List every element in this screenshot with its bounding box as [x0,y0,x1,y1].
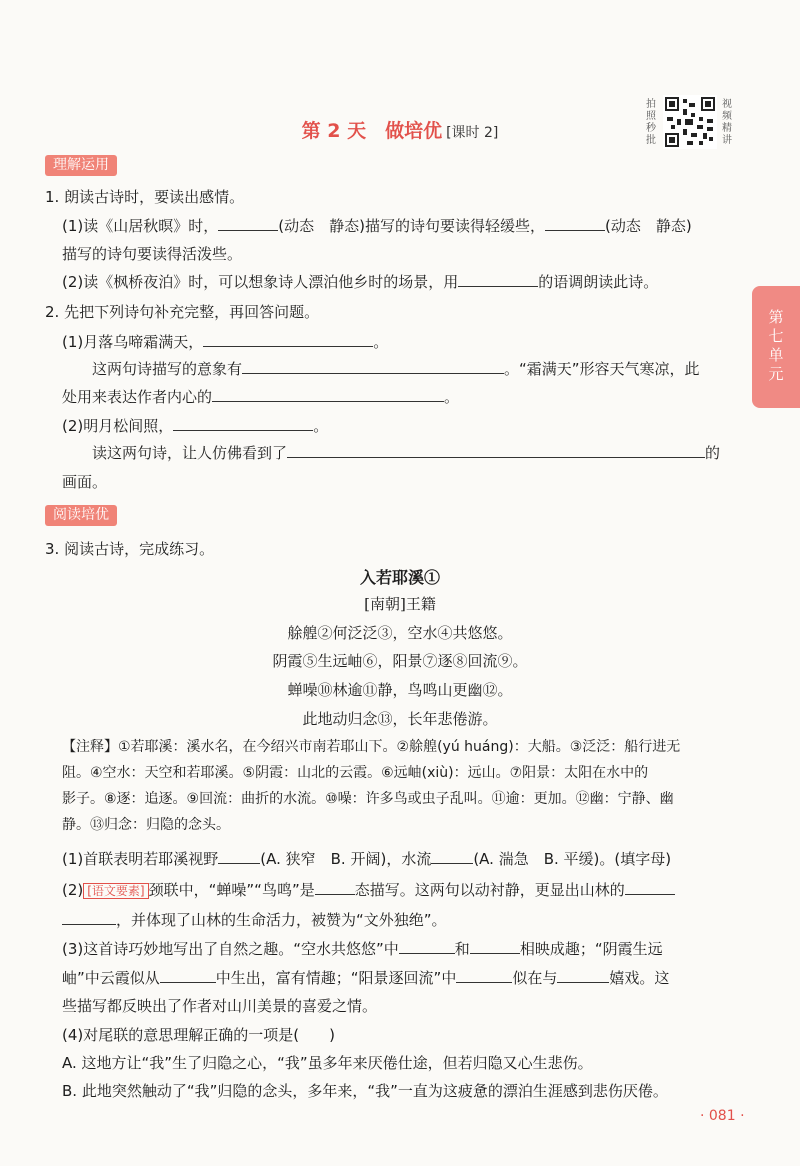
q2-p1q-text-b: 。“霜满天”形容天气寒凉，此 [504,360,700,378]
annotation-line: 【注释】①若耶溪：溪水名，在今绍兴市南若耶山下。②艅艎(yú huáng)：大船。③泛泛：船行进无 [62,739,681,755]
q2-p1q-text-c: 处用来表达作者内心的 [62,388,213,406]
answer-blank[interactable] [458,271,538,287]
q1-p1-text-b: (动态 静态)描写的诗句要读得轻缓些， [278,217,545,235]
q3-s3-text-e: 中生出，富有情趣；“阳景逐回流”中 [215,969,457,987]
option-b[interactable]: B. 此地突然触动了“我”归隐的念头，多年来，“我”一直为这疲惫的漂泊生涯感到悲伤厌倦。 [62,1082,668,1100]
answer-blank[interactable] [470,938,520,954]
q3-sub2 [62,879,675,901]
q2-p2-text: (2)明月松间照， [62,417,174,435]
section-tag-reading: 阅读培优 [45,504,117,524]
answer-blank[interactable] [545,215,605,231]
qr-right-caption: 视频精讲 [722,99,732,146]
q1-p1-text-c: (动态 静态) [604,217,692,235]
answer-blank[interactable] [456,967,512,983]
section-tag-understand: 理解运用 [45,154,117,174]
answer-blank[interactable] [242,358,504,374]
q3-sub3-line2 [62,967,669,988]
poem-title: 入若耶溪① [359,568,440,587]
q2-p1-text: (1)月落乌啼霜满天， [62,333,204,351]
q3-s1-text-c: (A. 湍急 B. 平缓)。(填字母) [473,850,672,868]
q2-part1-question-line2 [62,386,459,407]
unit-label-char: 第 [768,308,784,326]
unit-label [752,308,800,384]
q3-sub3 [62,938,663,959]
q3-s2-text-c: 态描写。这两句以动衬静，更显出山林的 [354,881,625,899]
q3-s3-text-b: 和 [454,940,470,958]
q2-p2q-text-a: 读这两句诗，让人仿佛看到了 [92,444,288,462]
annotation-line: 阻。④空水：天空和若耶溪。⑤阴霞：山北的云霞。⑥远岫(xiù)：远山。⑦阳景：太阳在水中的 [62,765,649,781]
poem-line: 艅艎②何泛泛③，空水④共悠悠。 [287,624,513,642]
answer-blank[interactable] [399,938,455,954]
q3-s2-text-a: (2) [62,881,84,899]
q3-s3-text-a: (3)这首诗巧妙地写出了自然之趣。“空水共悠悠”中 [62,940,399,958]
q1-p2-text-a: (2)读《枫桥夜泊》时，可以想象诗人漂泊他乡时的场景，用 [62,273,459,291]
poem-line: 蝉噪⑩林逾⑪静，鸟鸣山更幽⑫。 [287,681,513,699]
q3-s3-text-g: 嬉戏。这 [609,969,670,987]
answer-blank[interactable] [287,442,705,458]
q2-p2q-text-b: 的 [705,444,721,462]
q2-stem: 2. 先把下列诗句补充完整，再回答问题。 [45,303,320,321]
unit-side-tab [752,286,800,408]
q3-s1-text-a: (1)首联表明若耶溪视野 [62,850,219,868]
answer-blank[interactable] [218,215,278,231]
answer-blank[interactable] [212,386,444,402]
poem-author: [南朝]王籍 [364,595,436,613]
language-element-tag: [语文要素] [83,883,148,899]
poem-line: 阴霞⑤生远岫⑥，阳景⑦逐⑧回流⑨。 [272,652,528,670]
q2-p1-end: 。 [373,333,389,351]
unit-label-char: 元 [768,365,784,383]
answer-blank[interactable] [315,879,355,895]
q2-part2 [62,415,328,436]
q1-part2 [62,271,658,292]
lesson-label: [课时 2] [446,125,499,141]
qr-left-caption: 拍照秒批 [646,99,656,146]
q3-s3-text-f: 似在与 [512,969,558,987]
unit-label-char: 七 [768,327,784,345]
q2-part2-question-line2: 画面。 [62,473,108,491]
q3-sub4: (4)对尾联的意思理解正确的一项是( ) [62,1026,335,1044]
option-a[interactable]: A. 这地方让“我”生了归隐之心，“我”虽多年来厌倦仕途，但若归隐又心生悲伤。 [62,1054,593,1072]
q3-sub3-line3: 些描写都反映出了作者对山川美景的喜爱之情。 [62,997,378,1015]
q1-part1-line1 [62,215,692,236]
qr-code-icon[interactable] [663,95,717,149]
q3-s1-text-b: (A. 狭窄 B. 开阔)，水流 [260,850,432,868]
q2-p1q-text-d: 。 [444,388,460,406]
title-text: 第 2 天 做培优 [301,120,443,142]
q1-p1-text-a: (1)读《山居秋暝》时， [62,217,219,235]
q1-p2-text-b: 的语调朗读此诗。 [538,273,659,291]
q2-part1 [62,331,388,352]
answer-blank[interactable] [173,415,313,431]
q3-s2-text-b: 颈联中，“蝉噪”“鸟鸣”是 [148,881,315,899]
q3-stem: 3. 阅读古诗，完成练习。 [45,540,215,558]
annotation-line: 静。⑬归念：归隐的念头。 [62,817,230,833]
unit-label-char: 单 [768,346,784,364]
answer-blank[interactable] [557,967,609,983]
poem-line: 此地动归念⑬，长年悲倦游。 [302,710,498,728]
q1-stem: 1. 朗读古诗时，要读出感情。 [45,188,245,206]
answer-blank[interactable] [431,848,473,864]
page-number: · 081 · [700,1108,745,1124]
q3-s2-text-d: ，并体现了山林的生命活力，被赞为“文外独绝”。 [116,911,447,929]
answer-blank[interactable] [218,848,260,864]
answer-blank[interactable] [203,331,373,347]
q3-s3-text-d: 岫”中云霞似从 [62,969,160,987]
qr-code-block[interactable] [646,95,746,155]
q3-sub1 [62,848,671,869]
q2-part1-question [92,358,700,379]
q2-p1q-text-a: 这两句诗描写的意象有 [92,360,243,378]
q3-sub2-line2 [62,909,447,930]
q2-part2-question [92,442,720,463]
annotation-line: 影子。⑧逐：追逐。⑨回流：曲折的水流。⑩噪：许多鸟或虫子乱叫。⑪逾：更加。⑫幽：宁静、幽 [62,791,674,807]
unit-side-tab-text [752,286,800,384]
q1-part1-line2: 描写的诗句要读得活泼些。 [62,245,243,263]
answer-blank[interactable] [62,909,116,925]
answer-blank[interactable] [160,967,216,983]
q3-s3-text-c: 相映成趣；“阴霞生远 [519,940,663,958]
answer-blank[interactable] [625,879,675,895]
q2-p2-end: 。 [313,417,329,435]
